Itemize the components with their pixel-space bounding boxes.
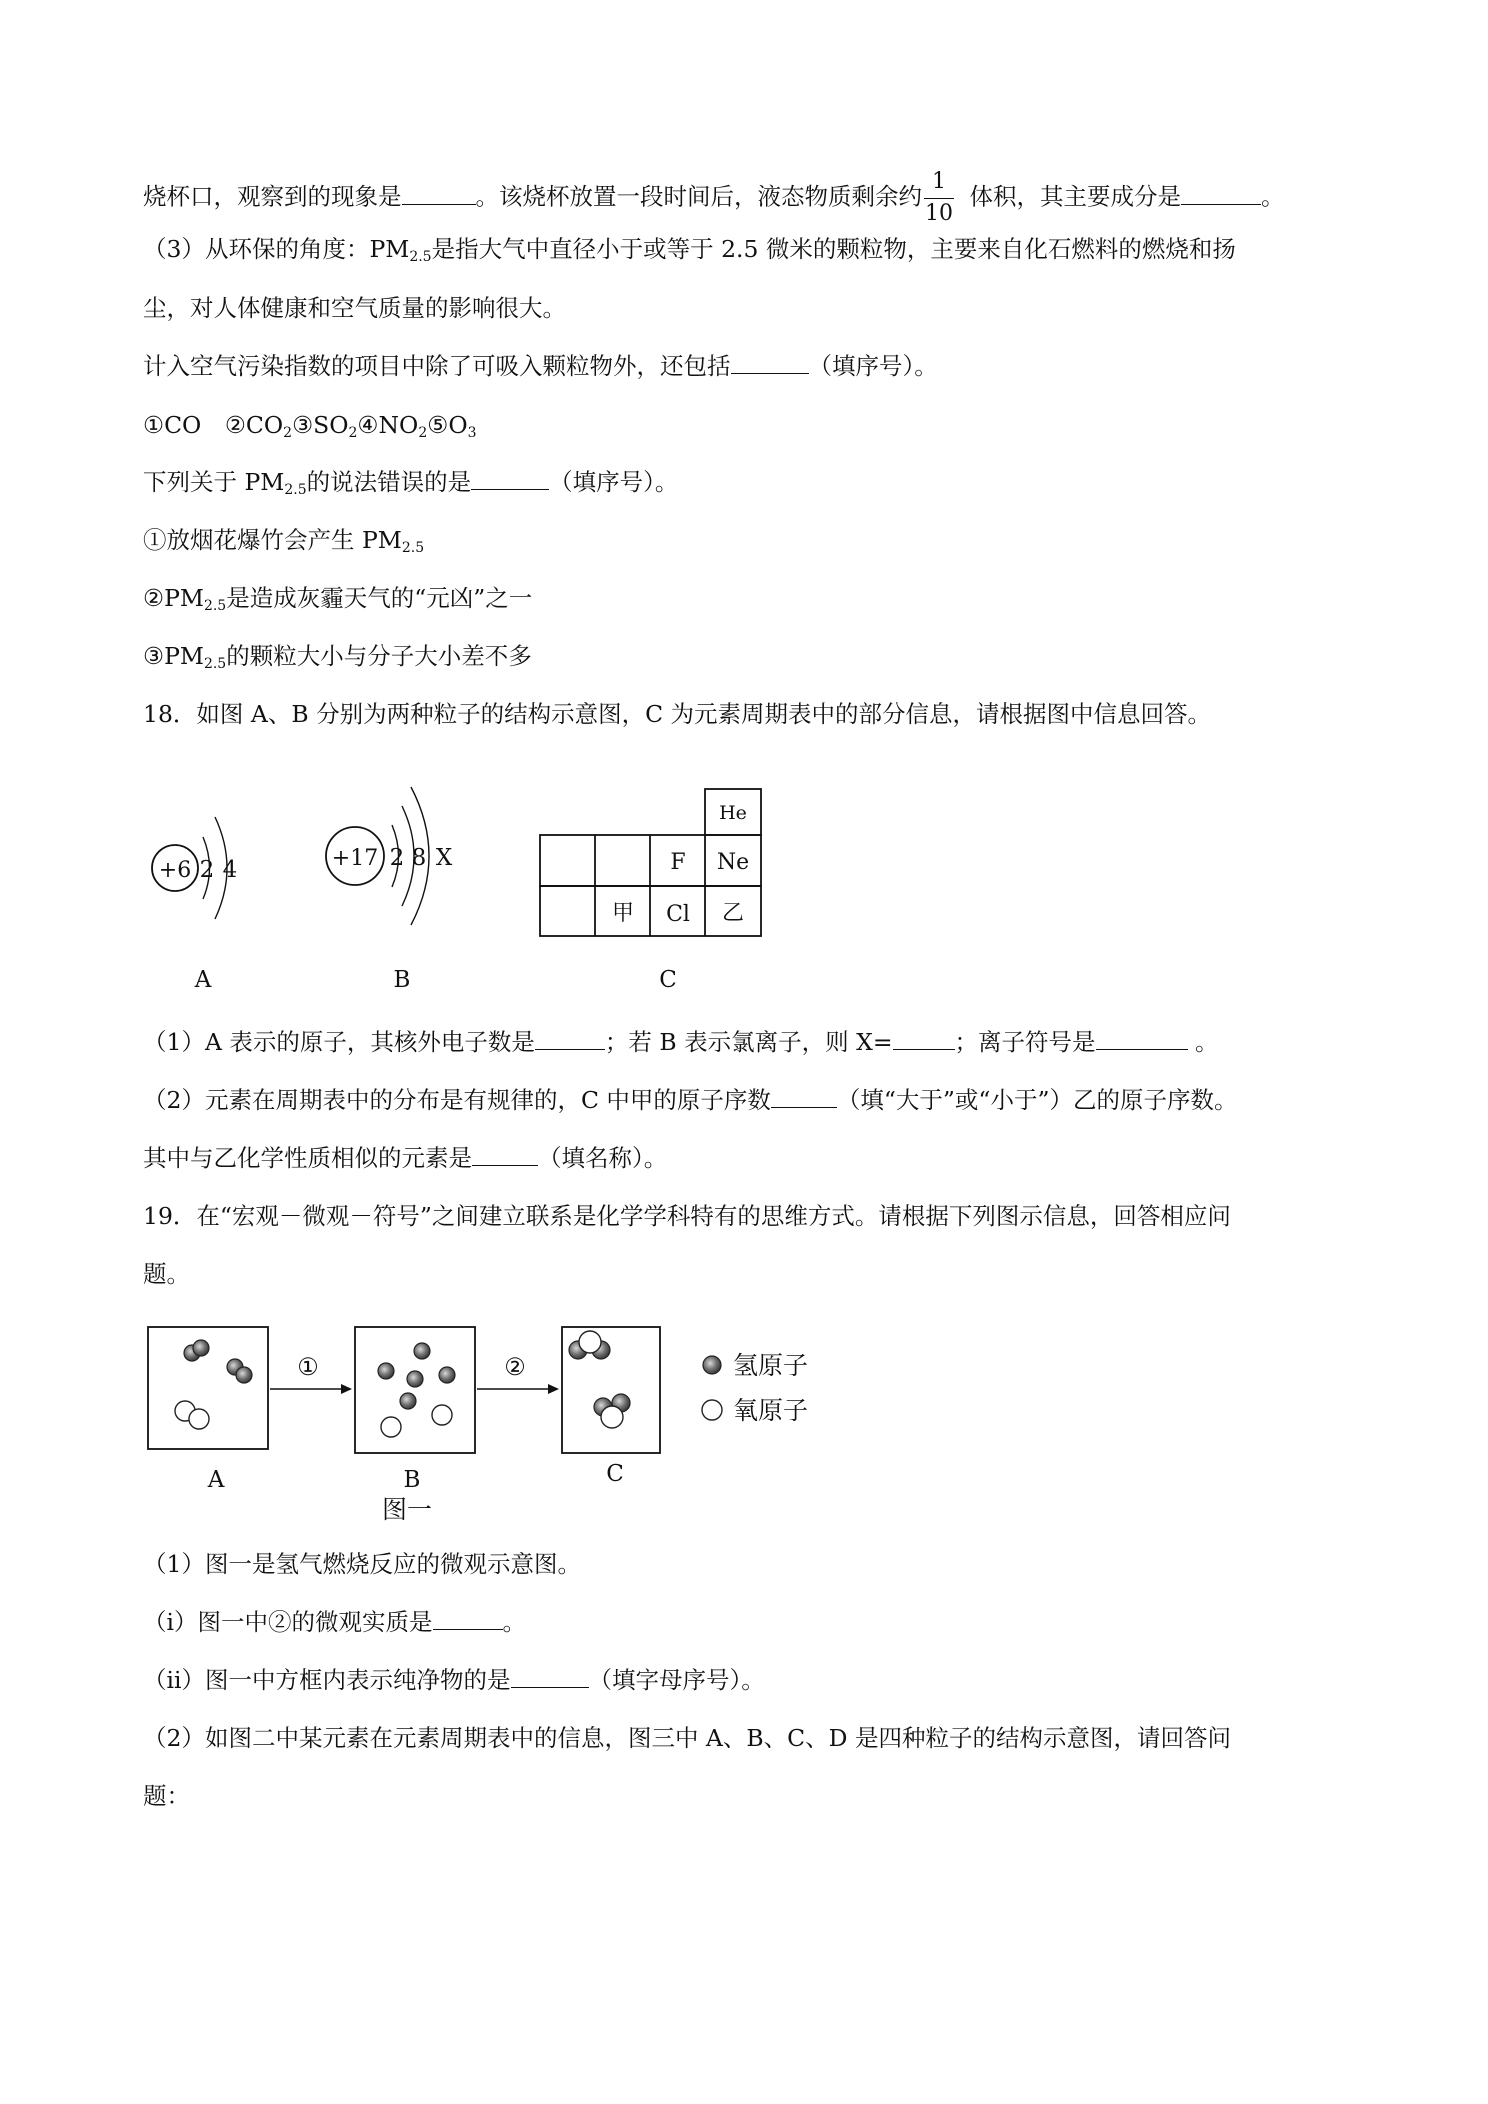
cell-he: He [719, 802, 747, 824]
q18-sub2-line-1: （2）元素在周期表中的分布是有规律的，C 中甲的原子序数 （填“大于”或“小于”）乙的原子序数。 [143, 1086, 1238, 1114]
atom-b-nucleus: +17 [331, 846, 379, 871]
answer-blank[interactable] [731, 351, 809, 374]
q18-sub2-line-2: 其中与乙化学性质相似的元素是 （填名称）。 [143, 1144, 668, 1172]
answer-blank[interactable] [471, 467, 549, 490]
box-a-label: A [207, 1467, 225, 1493]
oxygen-atom-icon [702, 1400, 722, 1420]
answer-blank[interactable] [402, 182, 476, 205]
legend-oxygen-label: 氧原子 [733, 1396, 809, 1425]
atom-a-nucleus: +6 [158, 858, 192, 883]
box-c [562, 1327, 660, 1453]
answer-blank[interactable] [893, 1027, 955, 1050]
atom-b-diagram [326, 787, 453, 993]
q19-stem-line-2: 题。 [143, 1260, 190, 1288]
q19-figure-1 [140, 1315, 840, 1545]
cell-jia: 甲 [611, 901, 635, 926]
atom-a-label: A [194, 967, 212, 993]
atom-a-shell-2: 4 [222, 857, 238, 883]
q18-sub1: （1）A 表示的原子，其核外电子数是 ；若 B 表示氯离子，则 X= ；离子符号是 。 [143, 1028, 1219, 1056]
q19-sub2-line-1: （2）如图二中某元素在元素周期表中的信息，图三中 A、B、C、D 是四种粒子的结构示意图，请回答问 [143, 1724, 1231, 1752]
answer-blank[interactable] [535, 1027, 605, 1050]
atom-b-shell-2: 8 [411, 845, 427, 871]
q18-figure [140, 755, 780, 1005]
answer-blank[interactable] [433, 1607, 503, 1630]
cell-cl: Cl [666, 902, 690, 927]
atom-b-shell-1: 2 [389, 845, 405, 871]
box-a [148, 1327, 268, 1449]
q19-sub1-ii: （ii）图一中方框内表示纯净物的是 （填字母序号）。 [143, 1666, 765, 1694]
box-c-label: C [606, 1461, 624, 1487]
cell-ne: Ne [716, 850, 750, 875]
q17-statement-1: ①放烟花爆竹会产生 $PM_{2.5}$ [143, 526, 425, 556]
q18-stem: 18．如图 A、B 分别为两种粒子的结构示意图，C 为元素周期表中的部分信息，请根据图中信息回答。 [143, 700, 1212, 728]
fraction-one-tenth: $\frac{1}{10}$ [925, 169, 953, 226]
cell-yi: 乙 [721, 901, 745, 926]
q17-pm25-question: 下列关于 $PM_{2.5}$的说法错误的是 （填序号）。 [143, 468, 679, 498]
figure-1-caption: 图一 [382, 1495, 433, 1524]
q17-part3-line-1: （3）从环保的角度：$PM_{2.5}$是指大气中直径小于或等于 2.5 微米的颗粒物，主要来自化石燃料的燃烧和扬 [143, 235, 1236, 265]
atom-a-shell-1: 2 [199, 857, 215, 883]
q19-sub2-line-2: 题： [143, 1782, 190, 1810]
q17-line-1: 烧杯口，观察到的现象是 。该烧杯放置一段时间后，液态物质剩余约 $\frac{1}{10}$ 体积，其主要成分是 。 [143, 169, 1285, 226]
atom-b-shell-3: X [435, 845, 453, 871]
legend-hydrogen-label: 氢原子 [733, 1351, 809, 1380]
q19-sub1-i: （i）图一中②的微观实质是 。 [143, 1608, 527, 1636]
q17-statement-3: $③PM_{2.5}$的颗粒大小与分子大小差不多 [143, 642, 532, 672]
answer-blank[interactable] [472, 1143, 538, 1166]
atom-a-diagram [152, 817, 237, 993]
q17-pollution-options: ①CO $②CO_2③SO_2④NO_2⑤O_3$ [143, 411, 477, 441]
q17-statement-2: $②PM_{2.5}$是造成灰霾天气的“元凶”之一 [143, 584, 533, 614]
step-2-label: ② [504, 1353, 526, 1381]
q19-stem-line-1: 19．在“宏观－微观－符号”之间建立联系是化学学科特有的思维方式。请根据下列图示信息，回答相应问 [143, 1202, 1231, 1230]
answer-blank[interactable] [1181, 182, 1261, 205]
answer-blank[interactable] [511, 1665, 589, 1688]
answer-blank[interactable] [771, 1085, 837, 1108]
legend [702, 1351, 808, 1425]
hydrogen-atom-icon [703, 1356, 721, 1374]
cell-f: F [670, 850, 686, 875]
atom-b-label: B [393, 967, 411, 993]
table-c-label: C [659, 967, 677, 993]
box-b-label: B [403, 1467, 421, 1493]
answer-blank[interactable] [1096, 1027, 1188, 1050]
q17-pollution-question: 计入空气污染指数的项目中除了可吸入颗粒物外，还包括 （填序号）。 [143, 352, 938, 380]
step-1-label: ① [297, 1353, 319, 1381]
box-b [355, 1327, 475, 1453]
q17-part3-line-2: 尘，对人体健康和空气质量的影响很大。 [143, 294, 566, 322]
q19-sub1: （1）图一是氢气燃烧反应的微观示意图。 [143, 1550, 581, 1578]
